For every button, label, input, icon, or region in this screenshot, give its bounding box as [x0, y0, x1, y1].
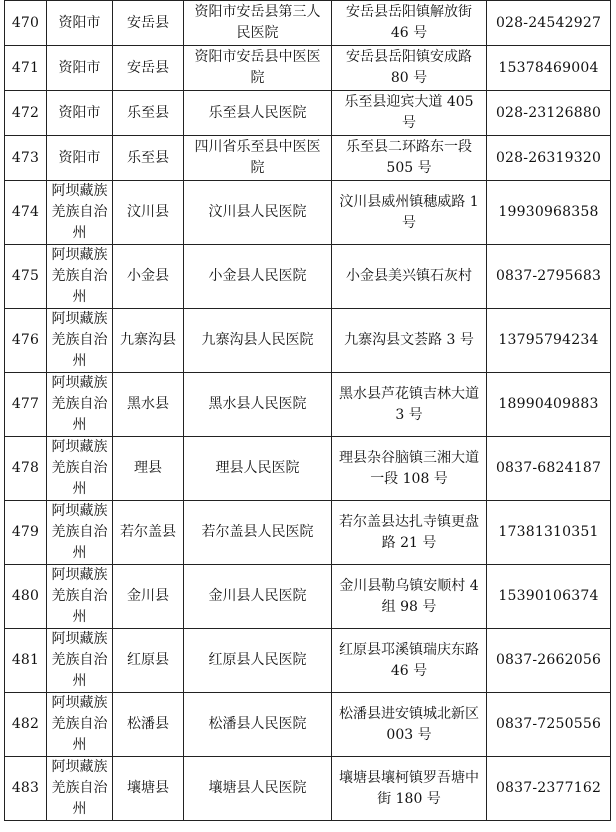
hospital-cell: 四川省乐至县中医医院 — [184, 136, 332, 181]
address-cell: 黑水县芦花镇吉林大道 3 号 — [332, 373, 487, 437]
table-row — [5, 309, 611, 373]
row-number: 472 — [5, 91, 47, 136]
row-number: 474 — [5, 181, 47, 245]
city-cell: 阿坝藏族羌族自治州 — [47, 437, 113, 501]
table-row — [5, 91, 611, 136]
hospital-cell: 黑水县人民医院 — [184, 373, 332, 437]
phone-cell: 0837-7250556 — [487, 693, 611, 757]
table-row — [5, 46, 611, 91]
address-cell: 若尔盖县达扎寺镇更盘路 21 号 — [332, 501, 487, 565]
address-cell: 小金县美兴镇石灰村 — [332, 245, 487, 309]
table-row — [5, 1, 611, 46]
city-cell: 阿坝藏族羌族自治州 — [47, 181, 113, 245]
city-cell: 阿坝藏族羌族自治州 — [47, 693, 113, 757]
phone-cell: 028-26319320 — [487, 136, 611, 181]
table-row — [5, 757, 611, 821]
hospital-cell: 金川县人民医院 — [184, 565, 332, 629]
table-row — [5, 437, 611, 501]
phone-cell: 0837-6824187 — [487, 437, 611, 501]
hospital-cell: 壤塘县人民医院 — [184, 757, 332, 821]
city-cell: 阿坝藏族羌族自治州 — [47, 565, 113, 629]
city-cell: 资阳市 — [47, 46, 113, 91]
address-cell: 壤塘县壤柯镇罗吾塘中街 180 号 — [332, 757, 487, 821]
row-number: 481 — [5, 629, 47, 693]
county-cell: 黑水县 — [113, 373, 184, 437]
table-row — [5, 245, 611, 309]
address-cell: 汶川县威州镇穗威路 1 号 — [332, 181, 487, 245]
address-cell: 红原县邛溪镇瑞庆东路 46 号 — [332, 629, 487, 693]
county-cell: 理县 — [113, 437, 184, 501]
county-cell: 若尔盖县 — [113, 501, 184, 565]
county-cell: 乐至县 — [113, 91, 184, 136]
city-cell: 阿坝藏族羌族自治州 — [47, 309, 113, 373]
address-cell: 理县杂谷脑镇三湘大道一段 108 号 — [332, 437, 487, 501]
hospital-cell: 九寨沟县人民医院 — [184, 309, 332, 373]
phone-cell: 15390106374 — [487, 565, 611, 629]
county-cell: 安岳县 — [113, 46, 184, 91]
phone-cell: 17381310351 — [487, 501, 611, 565]
city-cell: 资阳市 — [47, 91, 113, 136]
city-cell: 阿坝藏族羌族自治州 — [47, 629, 113, 693]
row-number: 470 — [5, 1, 47, 46]
row-number: 477 — [5, 373, 47, 437]
city-cell: 资阳市 — [47, 136, 113, 181]
county-cell: 汶川县 — [113, 181, 184, 245]
address-cell: 乐至县迎宾大道 405 号 — [332, 91, 487, 136]
city-cell: 阿坝藏族羌族自治州 — [47, 373, 113, 437]
city-cell: 阿坝藏族羌族自治州 — [47, 757, 113, 821]
hospital-cell: 红原县人民医院 — [184, 629, 332, 693]
row-number: 479 — [5, 501, 47, 565]
city-cell: 资阳市 — [47, 1, 113, 46]
hospital-cell: 松潘县人民医院 — [184, 693, 332, 757]
county-cell: 松潘县 — [113, 693, 184, 757]
phone-cell: 13795794234 — [487, 309, 611, 373]
address-cell: 松潘县进安镇城北新区 003 号 — [332, 693, 487, 757]
city-cell: 阿坝藏族羌族自治州 — [47, 501, 113, 565]
hospital-cell: 汶川县人民医院 — [184, 181, 332, 245]
phone-cell: 18990409883 — [487, 373, 611, 437]
row-number: 471 — [5, 46, 47, 91]
phone-cell: 19930968358 — [487, 181, 611, 245]
table-row — [5, 181, 611, 245]
hospital-cell: 资阳市安岳县第三人民医院 — [184, 1, 332, 46]
county-cell: 安岳县 — [113, 1, 184, 46]
row-number: 482 — [5, 693, 47, 757]
city-cell: 阿坝藏族羌族自治州 — [47, 245, 113, 309]
table-row — [5, 693, 611, 757]
table-row — [5, 501, 611, 565]
table-row — [5, 373, 611, 437]
address-cell: 金川县勒乌镇安顺村 4 组 98 号 — [332, 565, 487, 629]
county-cell: 金川县 — [113, 565, 184, 629]
hospital-table — [4, 0, 611, 821]
hospital-cell: 乐至县人民医院 — [184, 91, 332, 136]
row-number: 473 — [5, 136, 47, 181]
address-cell: 安岳县岳阳镇安成路 80 号 — [332, 46, 487, 91]
address-cell: 安岳县岳阳镇解放街 46 号 — [332, 1, 487, 46]
row-number: 478 — [5, 437, 47, 501]
phone-cell: 0837-2795683 — [487, 245, 611, 309]
row-number: 475 — [5, 245, 47, 309]
table-row — [5, 136, 611, 181]
row-number: 480 — [5, 565, 47, 629]
table-body — [5, 1, 611, 821]
phone-cell: 028-24542927 — [487, 1, 611, 46]
address-cell: 乐至县二环路东一段 505 号 — [332, 136, 487, 181]
hospital-cell: 资阳市安岳县中医医院 — [184, 46, 332, 91]
phone-cell: 0837-2662056 — [487, 629, 611, 693]
hospital-cell: 小金县人民医院 — [184, 245, 332, 309]
row-number: 483 — [5, 757, 47, 821]
address-cell: 九寨沟县文荟路 3 号 — [332, 309, 487, 373]
phone-cell: 15378469004 — [487, 46, 611, 91]
county-cell: 壤塘县 — [113, 757, 184, 821]
phone-cell: 0837-2377162 — [487, 757, 611, 821]
county-cell: 红原县 — [113, 629, 184, 693]
phone-cell: 028-23126880 — [487, 91, 611, 136]
hospital-cell: 若尔盖县人民医院 — [184, 501, 332, 565]
table-row — [5, 629, 611, 693]
hospital-cell: 理县人民医院 — [184, 437, 332, 501]
table-row — [5, 565, 611, 629]
row-number: 476 — [5, 309, 47, 373]
county-cell: 小金县 — [113, 245, 184, 309]
county-cell: 九寨沟县 — [113, 309, 184, 373]
county-cell: 乐至县 — [113, 136, 184, 181]
